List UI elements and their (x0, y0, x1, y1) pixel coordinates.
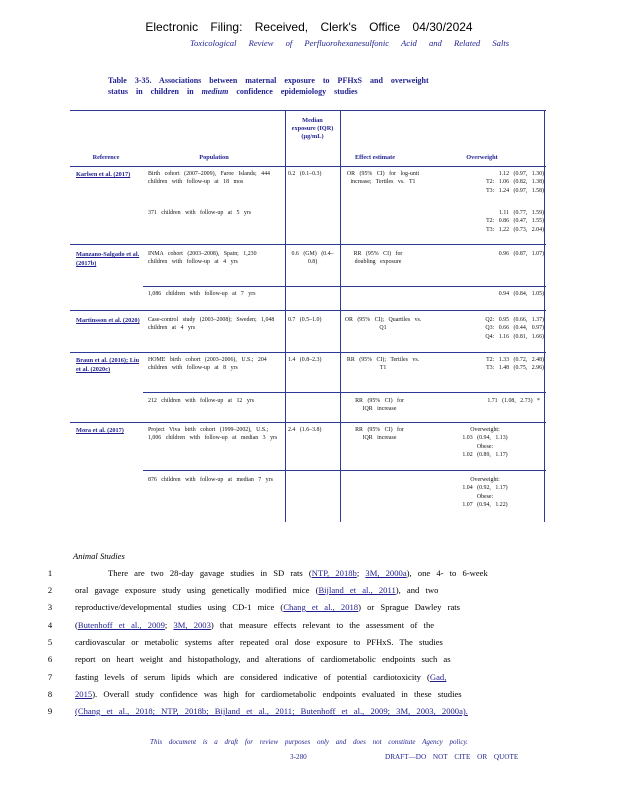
citation-link[interactable]: NTP, 2018b (311, 568, 357, 578)
table-row-result (430, 476, 540, 509)
table-divider-2 (70, 310, 546, 311)
draft-notice: DRAFT—DO NOT CITE OR QUOTE (385, 753, 519, 761)
citation-link[interactable]: Gad, (429, 672, 447, 682)
result-line: 1.12 (0.97, 1.30) (498, 171, 544, 177)
caption-text-b: confidence epidemiology studies (228, 87, 358, 96)
table-row-result (460, 356, 544, 373)
text: ( (75, 620, 78, 630)
text: oral gavage exposure study using genetically modified mice ( (75, 585, 319, 595)
table-row-exposure: 0.7 (0.5–1.0) (288, 317, 322, 323)
text: fasting levels of serum lipids which are considered indicative of potential cardiotoxicity ( (75, 672, 430, 682)
table-row-population: 371 children with follow-up at 5 yrs (148, 210, 252, 216)
body-line-5: cardiovascular or metabolic systems after repeated oral dose exposure to PFHxS. The studies (75, 637, 443, 647)
result-line: Overweight: (470, 477, 500, 483)
table-row-effect: RR (95% CI); Tertiles vs. T1 (346, 357, 420, 372)
header-population: Population (199, 154, 229, 161)
body-line-2 (75, 582, 545, 599)
body-line-3 (75, 599, 545, 616)
line-number: 9 (47, 706, 53, 716)
result-line: T3: 1.22 (0.73, 2.04) (486, 226, 544, 233)
text: ; (164, 620, 174, 630)
table-row-effect: OR (95% CI) for log-unit increase; Tertiles vs. T1 (346, 171, 420, 186)
line-number: 2 (47, 585, 53, 595)
header-reference: Reference (92, 154, 120, 161)
table-caption-line-2 (108, 86, 508, 97)
body-line-8 (75, 686, 545, 703)
table-row-result (450, 397, 540, 405)
result-line: 0.96 (0.87, 1.07) (498, 251, 544, 257)
header-median-exposure: Median exposure (IQR) (µg/mL) (291, 117, 334, 140)
table-row-ref-martinsson[interactable] (76, 316, 142, 325)
table-divider-3 (70, 352, 546, 353)
citation-link[interactable]: 3M, 2003 (173, 620, 211, 630)
result-line: Q4: 1.16 (0.81, 1.66) (485, 333, 544, 340)
body-line-9 (75, 703, 545, 720)
body-line-1 (108, 565, 546, 582)
result-line: 1.71 (1.08, 2.73) * (487, 398, 540, 404)
table-header-rule (70, 166, 546, 167)
line-number: 5 (47, 637, 53, 647)
citation-link[interactable]: 3M, 2000a (365, 568, 407, 578)
result-line: Q3: 0.66 (0.44, 0.97) (485, 325, 544, 332)
table-row-population: INMA cohort (2003–2008), Spain; 1,230 children with follow-up at 4 yrs (148, 251, 257, 266)
result-line: Obese: (476, 493, 494, 500)
header-overweight: Overweight (466, 154, 498, 161)
table-top-rule (70, 110, 546, 111)
line-number: 3 (47, 602, 53, 612)
text: ), one 4- to 6-week (406, 568, 488, 578)
table-subdivider-1 (143, 286, 546, 287)
result-line: 0.94 (0.84, 1.05) (498, 291, 544, 297)
result-line: 1.11 (0.77, 1.59) (498, 210, 544, 216)
table-subdivider-2 (143, 392, 546, 393)
table-row-ref-karlsen[interactable] (76, 170, 142, 179)
body-line-6: report on heart weight and histopathology, and alterations of cardiometabolic endpoints such as (75, 654, 451, 664)
citation-link[interactable]: 2015 (75, 689, 93, 699)
table-row-exposure: 1.4 (0.8–2.3) (288, 357, 322, 363)
line-number: 1 (47, 568, 53, 578)
text: ; (356, 568, 366, 578)
line-number: 8 (47, 689, 53, 699)
table-row-population: 212 children with follow-up at 12 yrs (148, 398, 255, 404)
table-row-population: Case-control study (2003–2008); Sweden; 1,048 children at 4 yrs (148, 317, 275, 332)
citation-link[interactable]: Bijland et al., 2011 (318, 585, 396, 595)
table-caption-line-1: Table 3-35. Associations between maternal exposure to PFHxS and overweight (108, 76, 429, 85)
result-line: T3: 1.48 (0.75, 2.96) (486, 365, 544, 372)
caption-text-italic: medium (201, 87, 229, 96)
table-row-effect: OR (95% CI); Quartiles vs. Q1 (344, 317, 422, 332)
caption-text-a: status in children in (108, 87, 202, 96)
line-number: 6 (47, 654, 53, 664)
result-line: T2: 0.86 (0.47, 1.55) (486, 218, 544, 225)
result-line: T2: 1.33 (0.72, 2.48) (486, 357, 544, 363)
footer-disclaimer: This document is a draft for review purposes only and does not constitute Agency policy. (150, 738, 468, 746)
text: There are two 28-day gavage studies in SD rats ( (108, 568, 312, 578)
header-effect-estimate: Effect estimate (354, 154, 396, 161)
text: ) that measure effects relevant to the assessment of the (210, 620, 435, 630)
table-row-population: HOME birth cohort (2003–2006), U.S.; 204 children with follow-up at 8 yrs (148, 357, 267, 372)
line-number: 4 (47, 620, 53, 630)
table-caption (108, 75, 508, 97)
result-line: Q2: 0.95 (0.66, 1.37) (485, 317, 544, 323)
table-row-result (460, 290, 544, 298)
ref-link[interactable]: Braun et al. (2016); Liu et al. (2020c) (76, 357, 140, 373)
running-head: Toxicological Review of Perfluorohexanesulfonic Acid and Related Salts (190, 38, 510, 48)
table-row-exposure: 0.2 (0.1–0.3) (288, 171, 322, 177)
table-subdivider-3 (143, 470, 546, 471)
filing-banner: Electronic Filing: Received, Clerk's Office 04/30/2024 (145, 20, 473, 34)
result-line: Obese: (476, 443, 494, 450)
body-line-4 (75, 617, 545, 634)
table-row-population: 876 children with follow-up at median 7 yrs (148, 477, 273, 483)
result-line: 1.03 (0.94, 1.13) (462, 435, 508, 442)
text: ), and two (395, 585, 439, 595)
table-row-ref-braun[interactable] (76, 356, 140, 374)
ref-link[interactable]: Manzano-Salgado et al. (2017b) (76, 251, 140, 267)
body-line-7 (75, 669, 545, 686)
table-row-ref-mora[interactable] (76, 426, 142, 435)
table-row-result (430, 426, 540, 459)
line-number: 7 (47, 672, 53, 682)
table-row-population: Birth cohort (2007–2009), Faroe Islands; 444 children with follow-up at 18 mos (148, 171, 270, 186)
citation-link[interactable]: (Chang et al., 2018; NTP, 2018b; Bijland et al., 2011; Butenhoff et al., 2009; 3M, 2003, 2000a). (75, 706, 468, 716)
ref-link[interactable]: Mora et al. (2017) (76, 427, 124, 434)
table-col-rule-1 (285, 110, 286, 522)
table-row-effect: RR (95% CI) for IQR increase (355, 398, 404, 413)
table-row-effect: RR (95% CI) for IQR increase (355, 427, 404, 442)
table-row-population: Project Viva birth cohort (1999–2002), U.S.; 1,006 children with follow-up at median 3 yrs (148, 427, 278, 442)
table-row-exposure: 2.4 (1.6–3.8) (288, 427, 322, 433)
section-heading: Animal Studies (73, 551, 125, 561)
page-number: 3-280 (290, 753, 307, 761)
text: ). Overall study confidence was high for cardiometabolic endpoints evaluated in these studies (92, 689, 462, 699)
citation-link[interactable]: Chang et al., 2018 (283, 602, 359, 612)
table-row-exposure: 0.6 (GM) (0.4–0.8) (291, 251, 334, 266)
ref-link[interactable]: Martinsson et al. (2020) (76, 317, 140, 324)
result-line: T3: 1.24 (0.97, 1.58) (486, 187, 544, 194)
table-row-population: 1,086 children with follow-up at 7 yrs (148, 291, 256, 297)
table-row-ref-manzano[interactable] (76, 250, 142, 268)
citation-link[interactable]: Butenhoff et al., 2009 (77, 620, 165, 630)
table-divider-4 (70, 422, 546, 423)
table-row-effect: RR (95% CI) for doubling exposure (353, 251, 403, 266)
table-row-result (460, 170, 544, 195)
result-line: 1.02 (0.89, 1.17) (462, 451, 508, 458)
table-row-result (460, 316, 544, 341)
result-line: T2: 1.06 (0.82, 1.38) (486, 179, 544, 186)
table-col-rule-3 (544, 110, 545, 522)
table-row-result (460, 250, 544, 258)
table-divider-1 (70, 244, 546, 245)
result-line: Overweight: (470, 427, 500, 433)
table-row-result (460, 209, 544, 234)
result-line: 1.04 (0.92, 1.17) (462, 485, 508, 492)
text: ) or Sprague Dawley rats (358, 602, 461, 612)
result-line: 1.07 (0.94, 1.22) (462, 501, 508, 508)
ref-link[interactable]: Karlsen et al. (2017) (76, 171, 131, 178)
text: reproductive/developmental studies using CD-1 mice ( (75, 602, 284, 612)
